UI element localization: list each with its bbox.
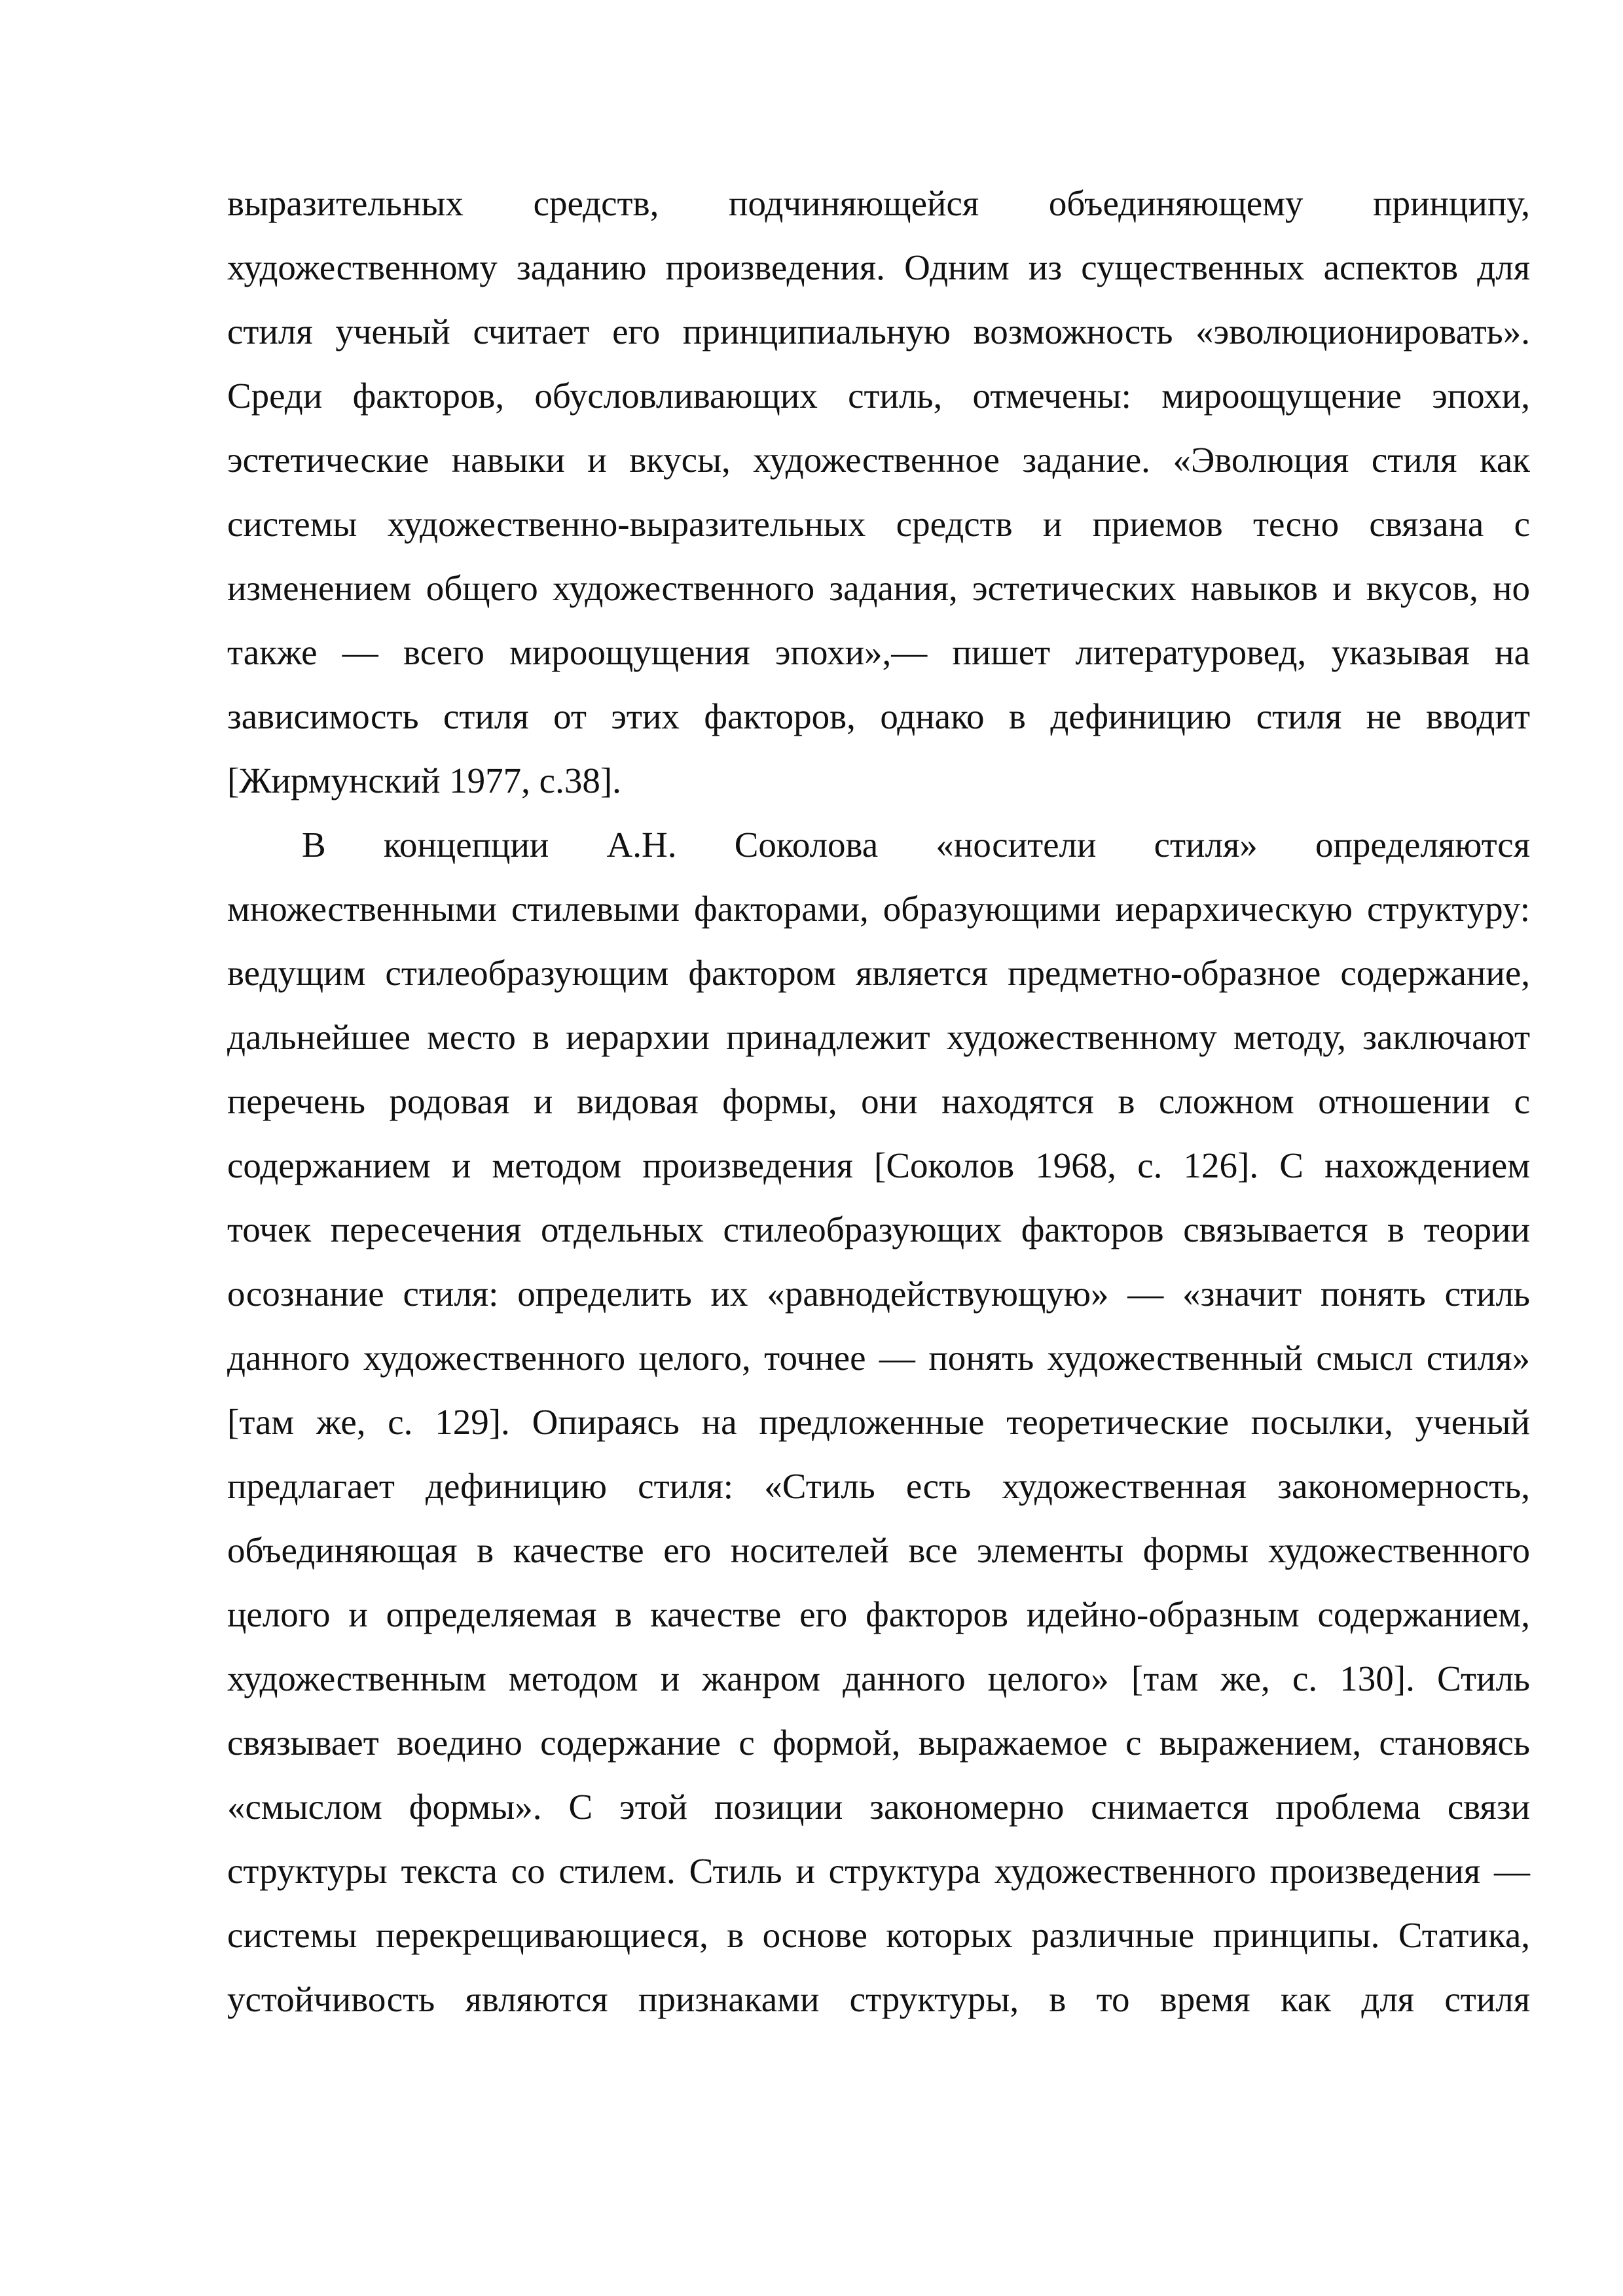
text-line: системы художественно-выразительных средств и приемов тесно связана с <box>227 504 1530 544</box>
text-line: данного художественного целого, точнее — понять художественный смысл стиля» <box>227 1338 1530 1378</box>
text-line: Среди факторов, обусловливающих стиль, отмечены: мироощущение эпохи, <box>227 376 1530 416</box>
text-line: художественному заданию произведения. Одним из существенных аспектов для <box>227 247 1530 287</box>
text-line: художественным методом и жанром данного целого» [там же, с. 130]. Стиль <box>227 1659 1530 1698</box>
text-line: объединяющая в качестве его носителей все элементы формы художественного <box>227 1530 1530 1570</box>
text-line: связывает воедино содержание с формой, выражаемое с выражением, становясь <box>227 1723 1530 1763</box>
text-line: точек пересечения отдельных стилеобразующих факторов связывается в теории <box>227 1210 1530 1249</box>
text-line: предлагает дефиницию стиля: «Стиль есть художественная закономерность, <box>227 1466 1530 1506</box>
text-line: изменением общего художественного задания, эстетических навыков и вкусов, но <box>227 568 1530 608</box>
text-line: стиля ученый считает его принципиальную возможность «эволюционировать». <box>227 312 1530 351</box>
body-text <box>227 171 1530 2032</box>
text-line: также — всего мироощущения эпохи»,— пишет литературовед, указывая на <box>227 632 1530 672</box>
text-line: «смыслом формы». С этой позиции закономерно снимается проблема связи <box>227 1787 1530 1827</box>
text-line: устойчивость являются признаками структуры, в то время как для стиля <box>227 1979 1530 2019</box>
text-line-paragraph-end: [Жирмунский 1977, с.38]. <box>227 761 621 800</box>
text-line: осознание стиля: определить их «равнодействующую» — «значит понять стиль <box>227 1274 1530 1314</box>
text-line: системы перекрещивающиеся, в основе которых различные принципы. Статика, <box>227 1915 1530 1955</box>
text-line: множественными стилевыми факторами, образующими иерархическую структуру: <box>227 889 1530 929</box>
text-line: целого и определяемая в качестве его факторов идейно-образным содержанием, <box>227 1594 1530 1634</box>
text-line: ведущим стилеобразующим фактором является предметно-образное содержание, <box>227 953 1530 993</box>
text-line: эстетические навыки и вкусы, художественное задание. «Эволюция стиля как <box>227 440 1530 480</box>
text-line: перечень родовая и видовая формы, они находятся в сложном отношении с <box>227 1081 1530 1121</box>
text-line: дальнейшее место в иерархии принадлежит художественному методу, заключают <box>227 1017 1530 1057</box>
text-line: [там же, с. 129]. Опираясь на предложенные теоретические посылки, ученый <box>227 1402 1530 1442</box>
text-line: выразительных средств, подчиняющейся объединяющему принципу, <box>227 183 1530 223</box>
text-line: зависимость стиля от этих факторов, однако в дефиницию стиля не вводит <box>227 696 1530 736</box>
text-line: содержанием и методом произведения [Соколов 1968, с. 126]. С нахождением <box>227 1145 1530 1185</box>
text-line-paragraph-start: В концепции А.Н. Соколова «носители стиля» определяются <box>302 825 1530 865</box>
text-line: структуры текста со стилем. Стиль и структура художественного произведения — <box>227 1851 1530 1891</box>
